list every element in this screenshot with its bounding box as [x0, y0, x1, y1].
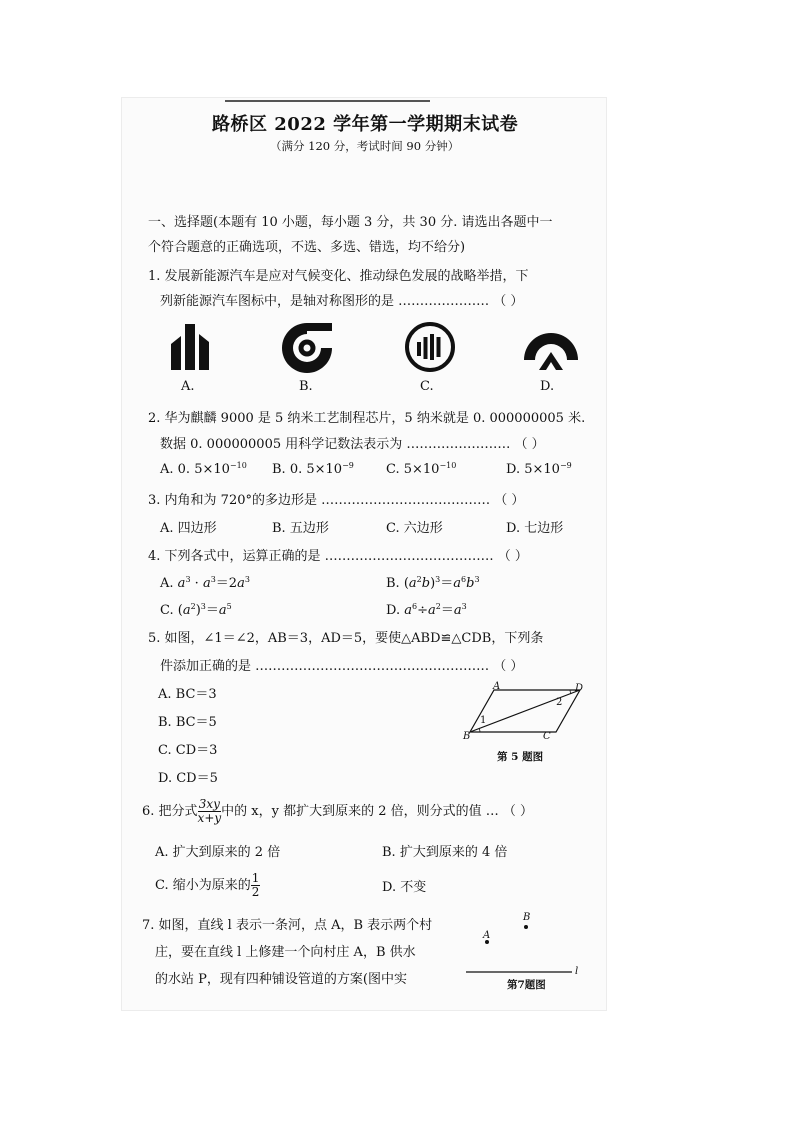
q5-figure-parallelogram	[460, 680, 590, 744]
q3-option-c: C. 六边形	[386, 521, 443, 536]
logo-d-icon	[521, 322, 581, 372]
exam-subtitle: （满分 120 分，考试时间 90 分钟）	[270, 139, 460, 153]
q4-line1: 4. 下列各式中，运算正确的是 ………………………………… （ ）	[148, 549, 528, 564]
q2-option-d: D. $5\times 10^{-9}$	[506, 461, 572, 477]
q4-option-c: C. $(a^2)^3=a^5$	[160, 602, 232, 618]
q4-option-b: B. $(a^2b)^3=a^6b^3$	[386, 575, 480, 591]
q5-point-a: A	[493, 681, 501, 692]
logo-a-icon	[167, 322, 213, 372]
logo-b-icon	[277, 320, 337, 376]
q6-option-d: D. 不变	[382, 880, 427, 895]
q5-point-c: C	[543, 731, 551, 742]
q7-line-l: l	[575, 966, 579, 977]
logo-c-icon	[403, 320, 457, 374]
q3-line1: 3. 内角和为 720°的多边形是 ………………………………… （ ）	[148, 493, 525, 508]
q2-option-b: B. 0. $5\times 10^{-9}$	[272, 461, 354, 477]
q1-line1: 1. 发展新能源汽车是应对气候变化、推动绿色发展的战略举措，下	[148, 269, 529, 284]
q3-option-d: D. 七边形	[506, 521, 564, 536]
q5-figure-caption: 第 5 题图	[497, 751, 544, 763]
q7-point-b: B	[523, 912, 531, 923]
q3-option-b: B. 五边形	[272, 521, 329, 536]
q5-option-c: C. CD＝3	[158, 743, 218, 758]
q6-option-c: C. 缩小为原来的 $\frac{1}{2}$	[155, 871, 260, 899]
q5-point-b: B	[463, 731, 471, 742]
section1-heading-line2: 个符合题意的正确选项，不选、多选、错选，均不给分)	[148, 240, 466, 255]
q5-angle-2: 2	[556, 697, 563, 708]
q3-option-a: A. 四边形	[160, 521, 217, 536]
q2-line2: 数据 0. 000000005 用科学记数法表示为 …………………… （ ）	[160, 437, 545, 452]
q7-line1: 7. 如图，直线 l 表示一条河，点 A，B 表示两个村	[142, 918, 433, 933]
q1-option-a: A.	[181, 379, 195, 394]
q5-option-a: A. BC＝3	[158, 687, 217, 702]
q6-option-c-fraction: $\frac{1}{2}$	[251, 871, 260, 899]
q1-option-d: D.	[540, 379, 555, 394]
q1-line2: 列新能源汽车图标中，是轴对称图形的是 ………………… （ ）	[160, 294, 524, 309]
q2-line1: 2. 华为麒麟 9000 是 5 纳米工艺制程芯片，5 纳米就是 0. 000000005 米.	[148, 411, 586, 426]
q2-option-a: A. 0. $5\times 10^{-10}$	[160, 461, 247, 477]
q4-option-d: D. $a^6\div a^2=a^3$	[386, 602, 467, 618]
q5-line2: 件添加正确的是 ……………………………………………… （ ）	[160, 659, 524, 674]
q1-option-c: C.	[420, 379, 434, 394]
q7-point-a: A	[483, 930, 491, 941]
q5-point-d: D	[575, 683, 584, 694]
q5-angle-1: 1	[480, 715, 487, 726]
section1-heading-line1: 一、选择题(本题有 10 小题，每小题 3 分，共 30 分. 请选出各题中一	[148, 215, 553, 230]
q7-line2: 庄，要在直线 l 上修建一个向村庄 A，B 供水	[155, 945, 416, 960]
q6-fraction: $\frac{3xy}{x+y}$	[197, 797, 222, 825]
q5-option-b: B. BC＝5	[158, 715, 217, 730]
q5-line1: 5. 如图，∠1＝∠2，AB＝3，AD＝5，要使△ABD≌△CDB，下列条	[148, 631, 544, 646]
q7-figure-caption: 第7题图	[507, 979, 546, 991]
header-rule	[225, 100, 430, 102]
q6-stem: 6. 把分式 $\frac{3xy}{x+y}$ 中的 x，y 都扩大到原来的 2 倍，则分式的值 … （ ）	[142, 797, 534, 825]
q6-option-b: B. 扩大到原来的 4 倍	[382, 845, 508, 860]
exam-title: 路桥区 2022 学年第一学期期末试卷	[212, 114, 519, 135]
q6-option-a: A. 扩大到原来的 2 倍	[155, 845, 281, 860]
q4-option-a: A. $a^3 \cdot a^3=2a^3$	[160, 575, 250, 591]
q5-option-d: D. CD＝5	[158, 771, 218, 786]
q1-option-b: B.	[299, 379, 313, 394]
q7-line3: 的水站 P，现有四种铺设管道的方案(图中实	[155, 972, 407, 987]
q2-option-c: C. $5\times 10^{-10}$	[386, 461, 457, 477]
